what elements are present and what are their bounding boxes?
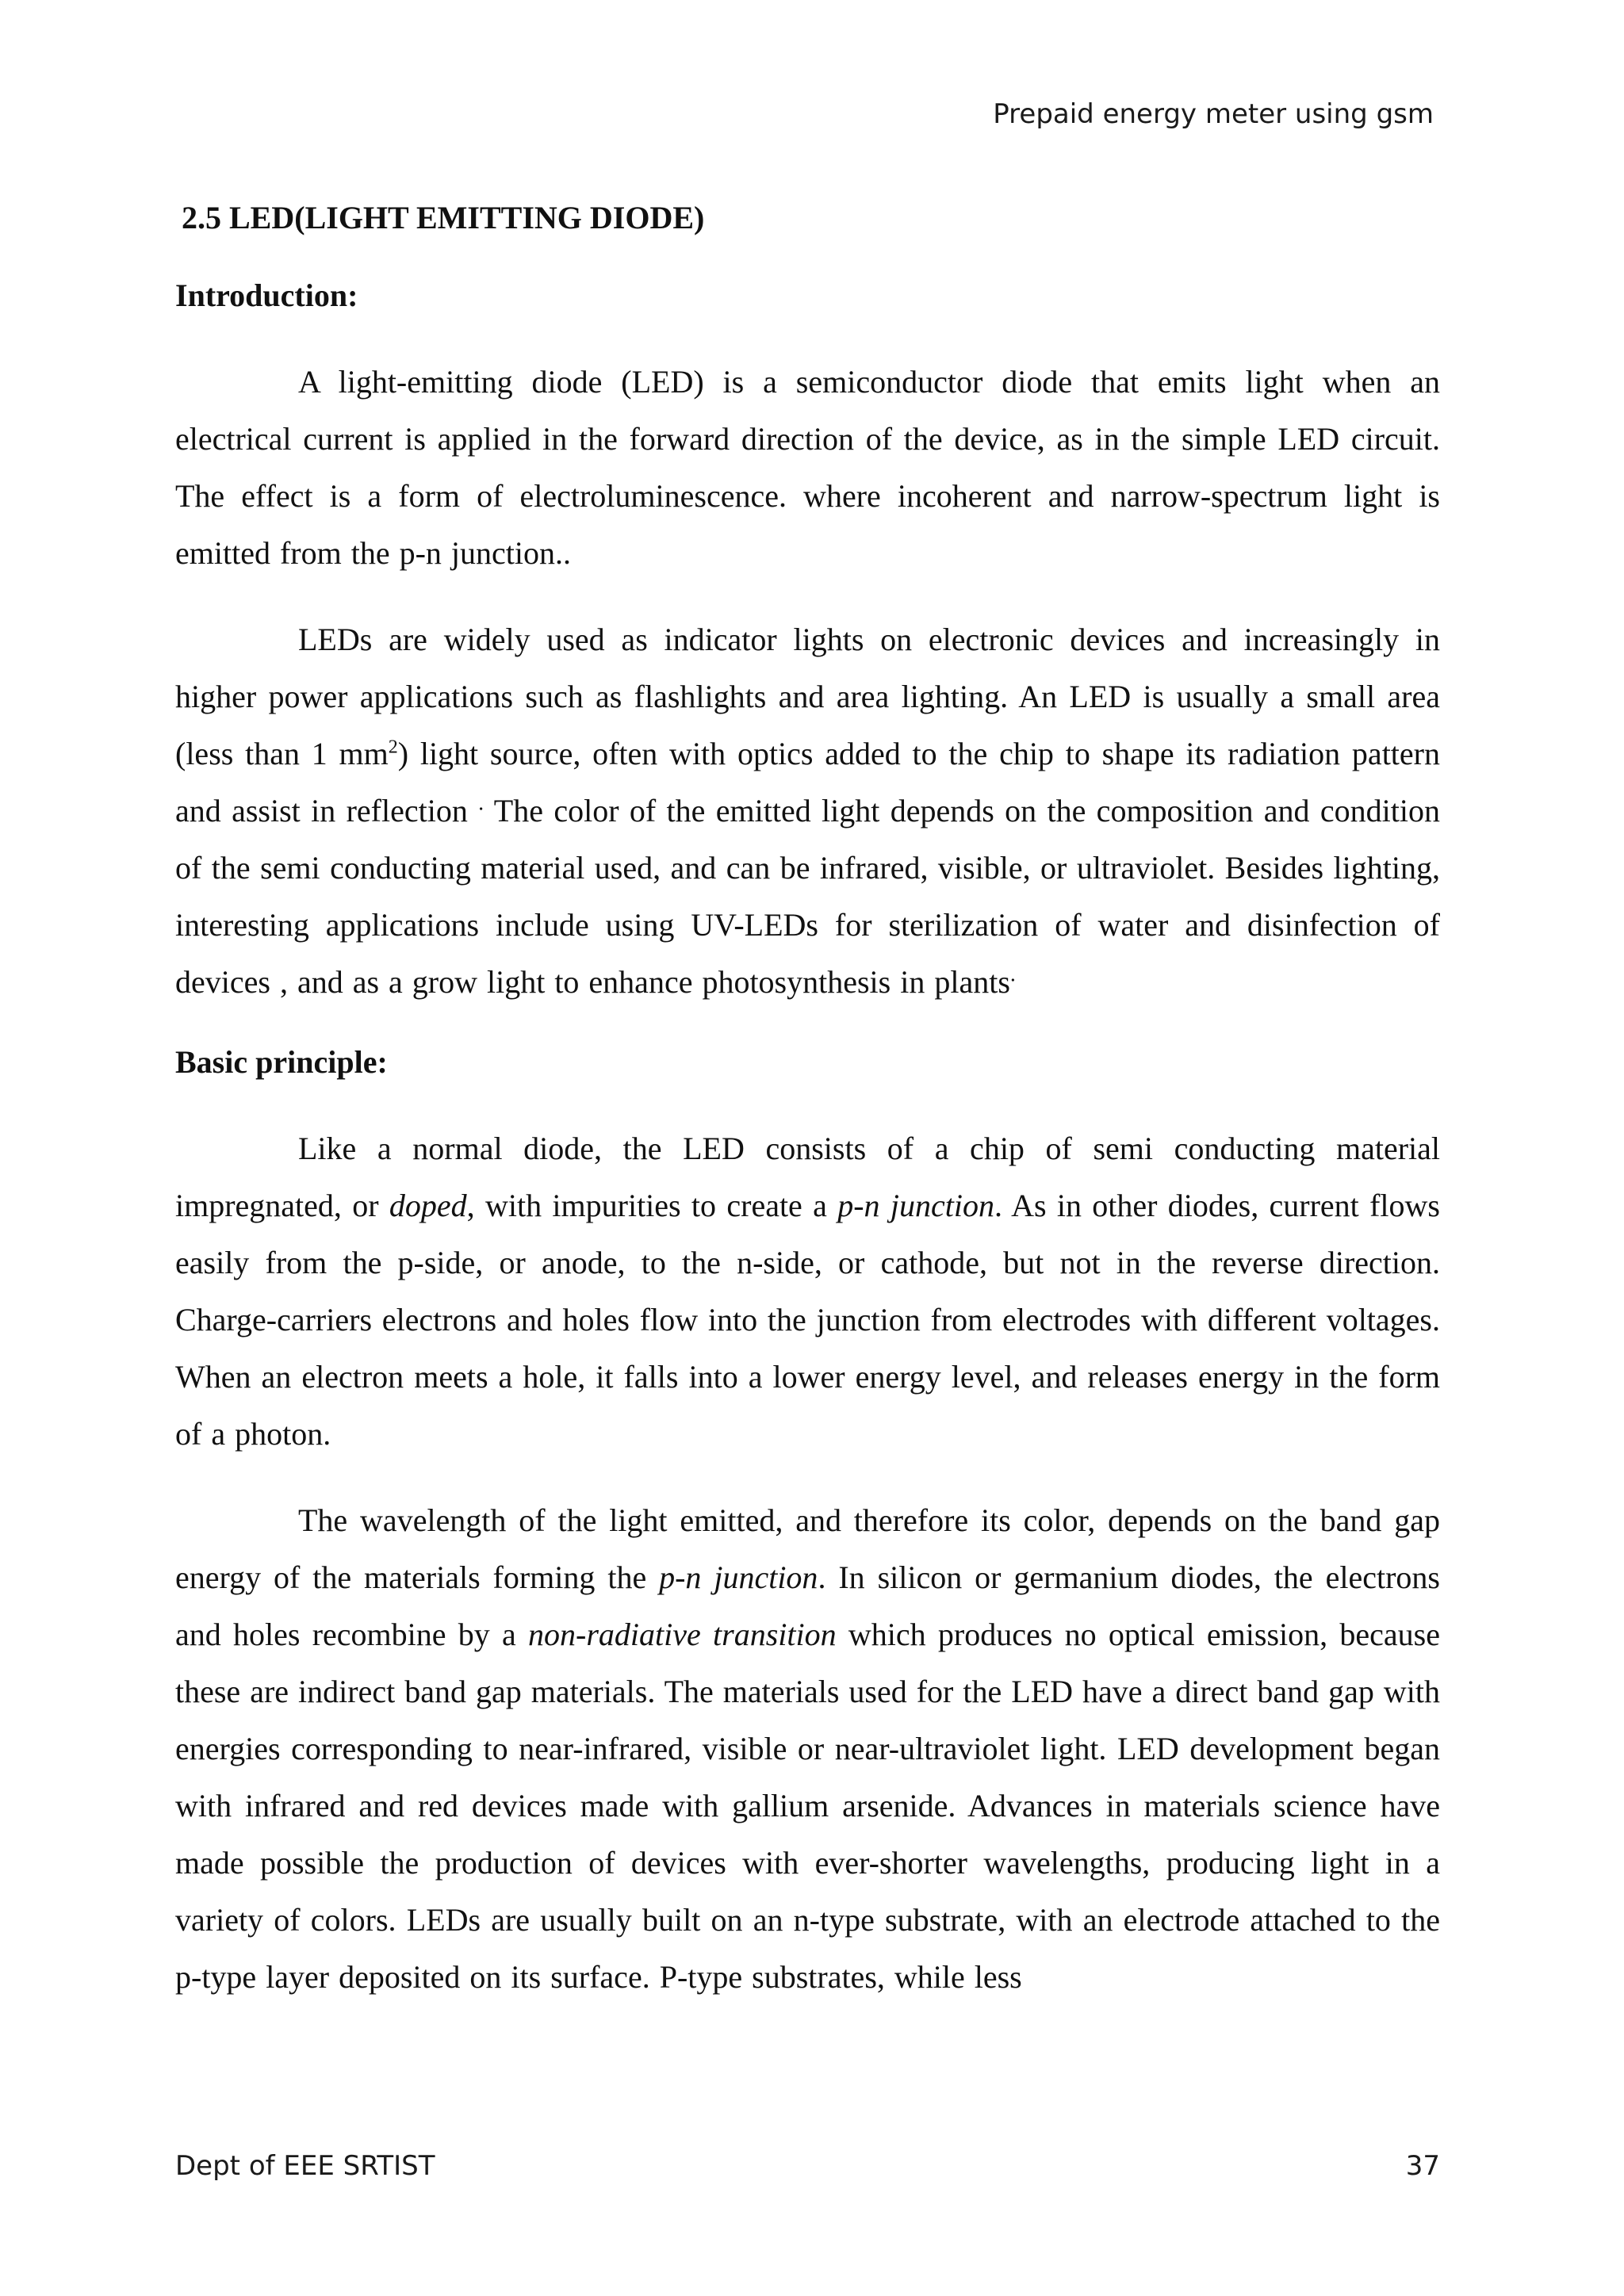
bp-p1-text-1: Like a normal diode, the LED consists of a chip of semi conducting material impregnated, or: [175, 1131, 1440, 1223]
page-footer: [175, 2149, 1440, 2183]
bp-p2-italic-pn-junction: p-n junction: [659, 1559, 818, 1595]
intro-p2-text-1: LEDs are widely used as indicator lights on electronic devices and increasingly in higher power applications such as flashlights and area lighting. An LED is usually a small area (less than 1 mm: [175, 622, 1440, 771]
bp-p1-text-2: , with impurities to create a: [466, 1188, 838, 1223]
bp-p1-text-3: . As in other diodes, current flows easily from the p-side, or anode, to the n-side, or cathode, but not in the reverse direction. Charge-carriers electrons and holes flow into the junction from electrodes with different voltages. When an electron meets a hole, it falls into a lower energy level, and releases energy in the form of a photon.: [175, 1188, 1440, 1452]
bp-p1-italic-pn-junction: p-n junction: [837, 1188, 994, 1223]
footer-department: Dept of EEE SRTIST: [175, 2150, 435, 2182]
introduction-heading: Introduction:: [175, 277, 358, 313]
introduction-paragraph-2: [175, 611, 1440, 1011]
bp-p2-text-1: The wavelength of the light emitted, and therefore its color, depends on the band gap energy of the materials forming the: [175, 1502, 1440, 1595]
introduction-paragraph-1-text: A light-emitting diode (LED) is a semiconductor diode that emits light when an electrical current is applied in the forward direction of the device, as in the simple LED circuit. The effect is a form of electroluminescence. where incoherent and narrow-spectrum light is emitted from the p-n junction..: [175, 364, 1440, 571]
bp-p1-italic-doped: doped: [389, 1188, 467, 1223]
area-superscript: 2: [388, 737, 398, 758]
page-number: 37: [1405, 2150, 1440, 2182]
running-header: Prepaid energy meter using gsm: [993, 98, 1434, 130]
intro-p2-text-2: ) light source, often with optics added to the chip to shape its radiation pattern and assist in reflection: [175, 736, 1440, 828]
section-title: 2.5 LED(LIGHT EMITTING DIODE): [182, 200, 705, 235]
end-mark: .: [1009, 962, 1016, 987]
bp-p2-text-3: which produces no optical emission, because these are indirect band gap materials. The materials used for the LED have a direct band gap with energies corresponding to near-infrared, visible or near-ultraviolet light. LED development began with infrared and red devices made with gallium arsenide. Advances in materials science have made possible the production of devices with ever-shorter wavelengths, producing light in a variety of colors. LEDs are usually built on an n-type substrate, with an electrode attached to the p-type layer deposited on its surface. P-type substrates, while less: [175, 1617, 1440, 1995]
introduction-paragraph-1: [175, 354, 1440, 582]
page-content: [175, 192, 1440, 2006]
basic-principle-paragraph-2: [175, 1492, 1440, 2006]
bp-p2-italic-transition: non-radiative transition: [528, 1617, 837, 1652]
basic-principle-paragraph-1: [175, 1120, 1440, 1463]
stray-mark: .: [478, 790, 485, 816]
intro-p2-text-3: The color of the emitted light depends on the composition and condition of the semi conducting material used, and can be infrared, visible, or ultraviolet. Besides lighting, interesting applications include using UV-LEDs for sterilization of water and disinfection of devices , and as a grow light to enhance photosynthesis in plants: [175, 793, 1440, 1000]
basic-principle-heading: Basic principle:: [175, 1044, 388, 1080]
bp-p2-text-2: . In silicon or germanium diodes, the electrons and holes recombine by a: [175, 1559, 1440, 1652]
